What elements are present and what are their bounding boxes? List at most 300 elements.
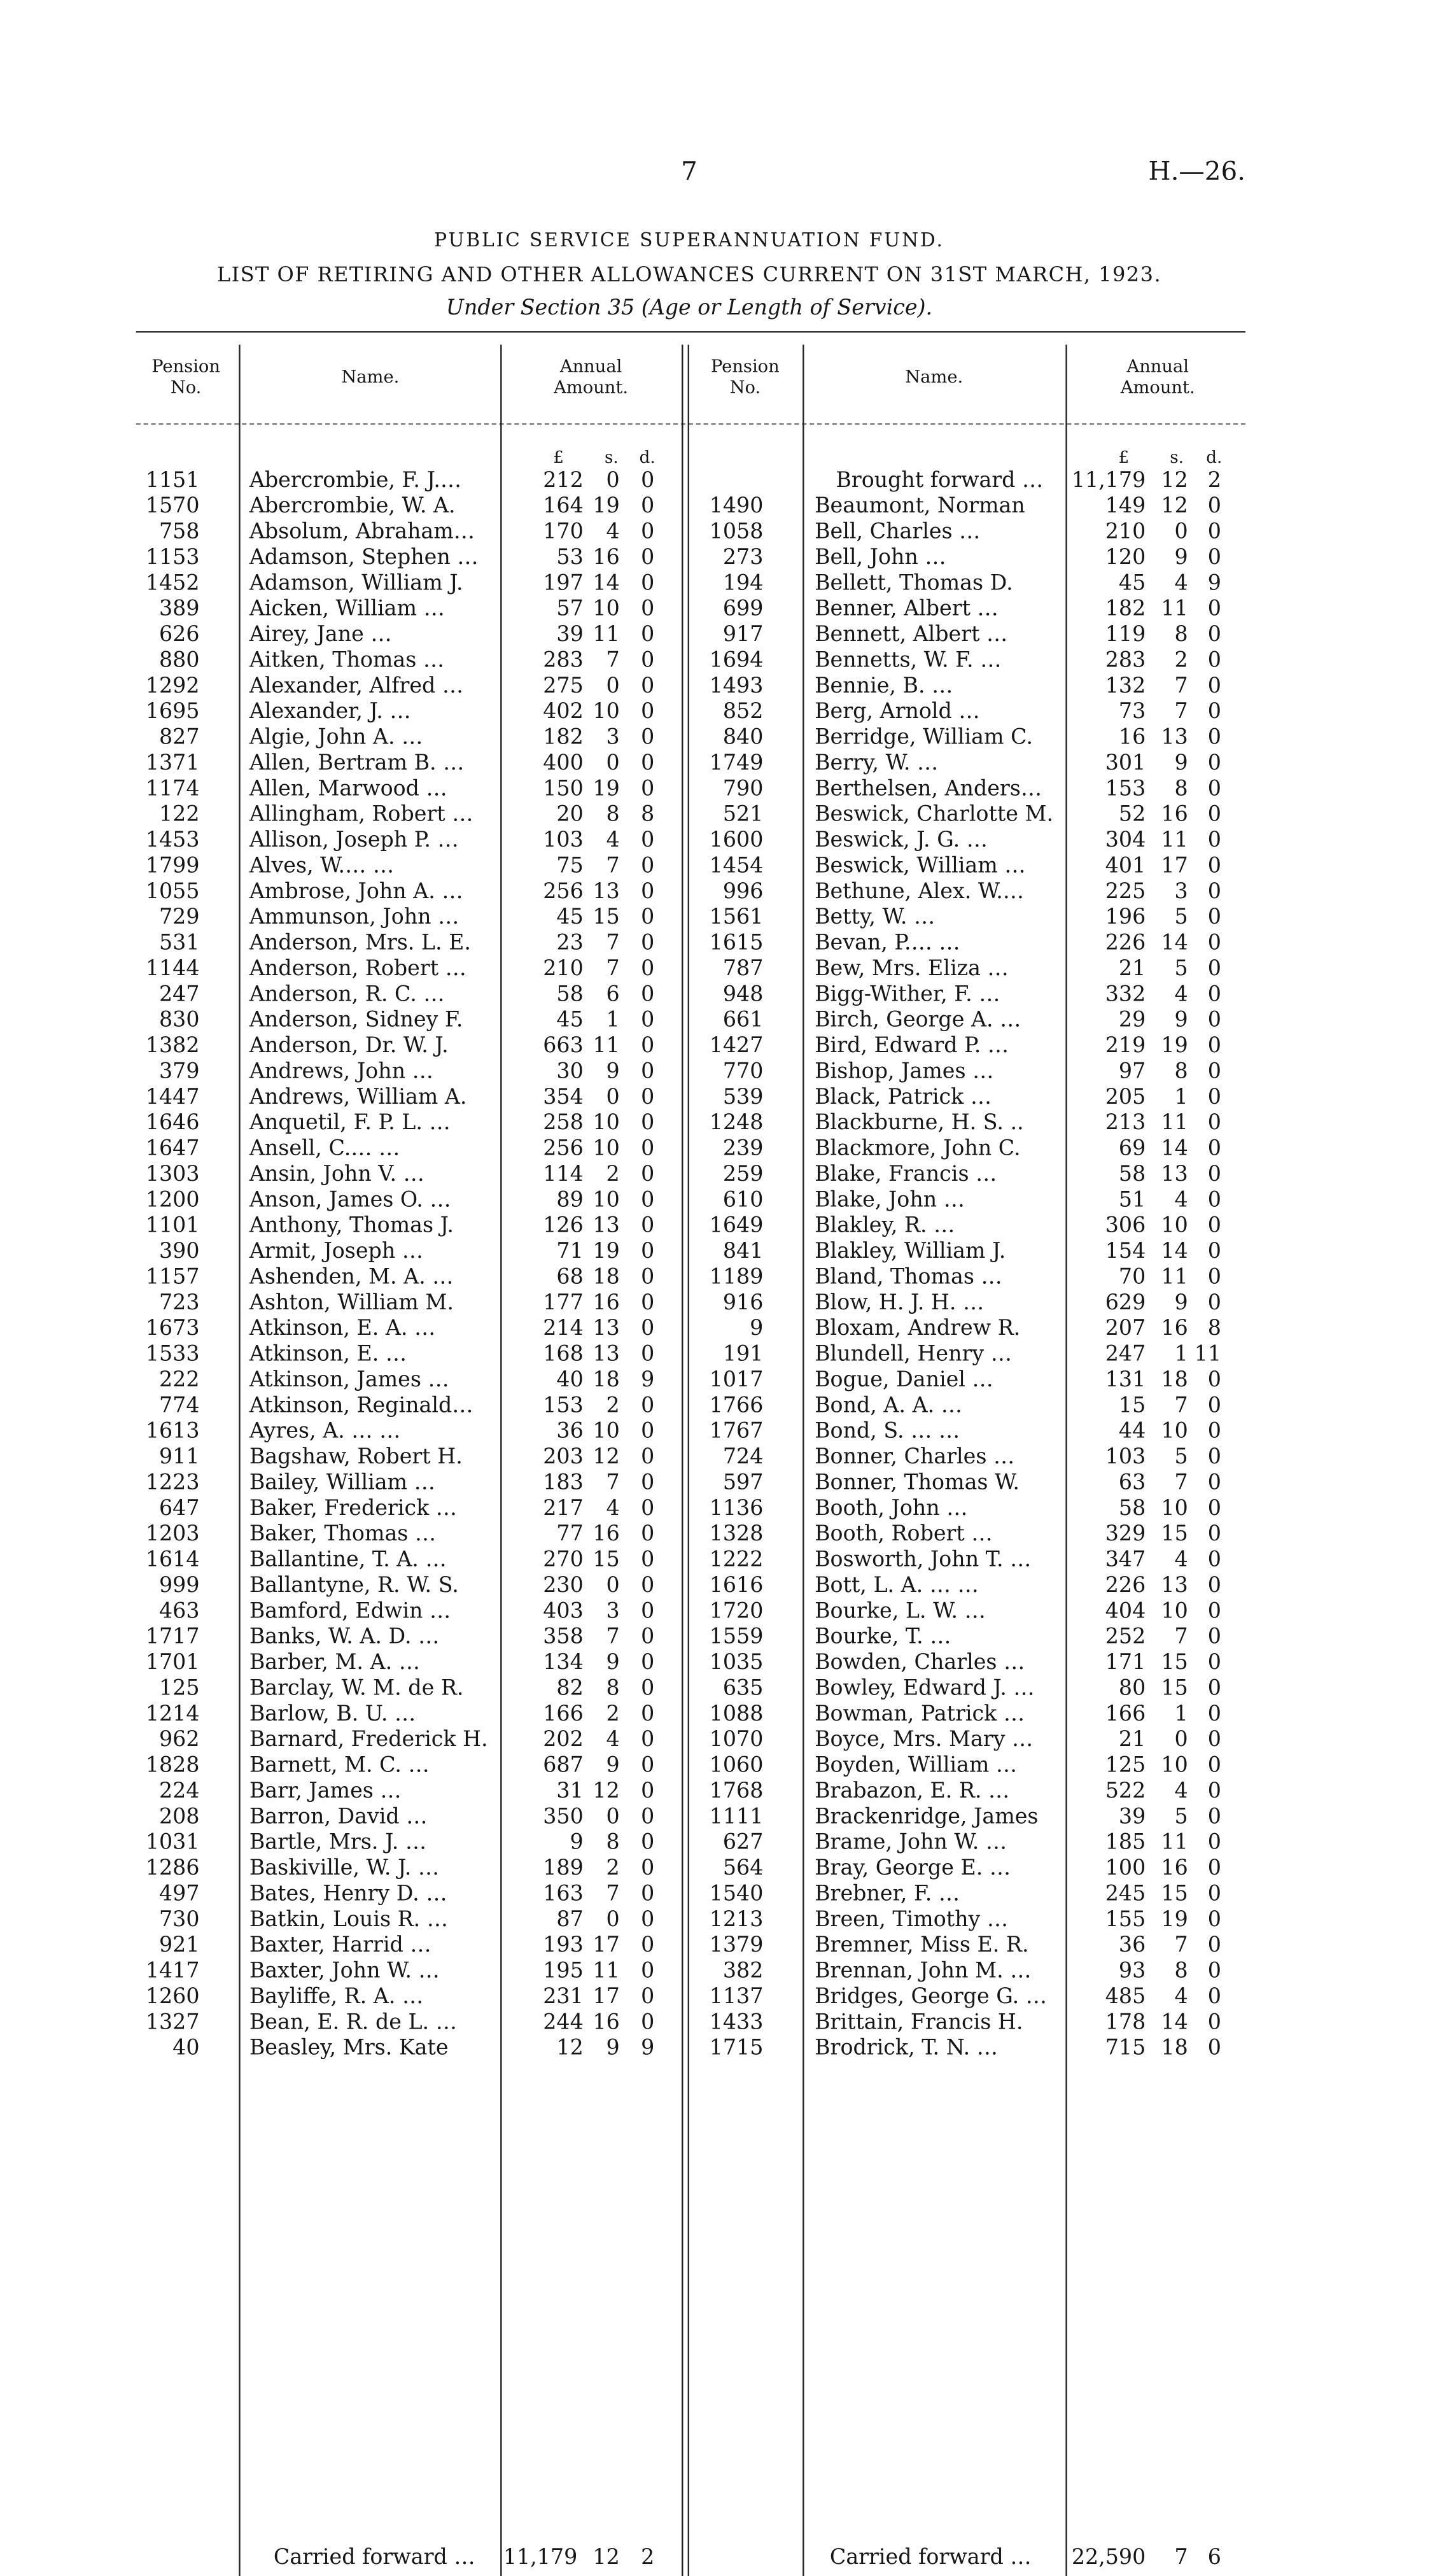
amount-pence: 0 (624, 1214, 655, 1239)
amount-pounds: 15 (1088, 1394, 1146, 1419)
pensioner-name: Allen, Marwood … (249, 777, 494, 803)
pension-number: 1701 (121, 1651, 200, 1677)
amount-pence: 0 (624, 1831, 655, 1856)
pension-number: 1561 (688, 906, 764, 931)
amount-shillings: 5 (1155, 1805, 1188, 1831)
amount-pence: 0 (624, 700, 655, 726)
amount-shillings: 2 (587, 1394, 620, 1419)
amount-pence: 0 (1191, 1882, 1222, 1908)
amount-pence: 0 (624, 2011, 655, 2036)
pensioner-name: Batkin, Louis R. … (249, 1908, 494, 1933)
pension-number: 1452 (121, 572, 200, 597)
pension-number: 597 (688, 1471, 764, 1496)
pension-number: 40 (121, 2036, 200, 2062)
pensioner-name: Blakley, William J. (815, 1240, 1063, 1265)
amount-pence: 0 (1191, 803, 1222, 828)
pensioner-name: Bray, George E. … (815, 1857, 1063, 1882)
amount-pounds: 21 (1088, 957, 1146, 982)
amount-pence: 0 (624, 1446, 655, 1471)
pensioner-name: Aicken, William … (249, 597, 494, 623)
pension-number: 1493 (688, 674, 764, 700)
pensioner-name: Barron, David … (249, 1805, 494, 1831)
amount-shillings: 19 (1155, 1034, 1188, 1060)
amount-pounds: 155 (1088, 1908, 1146, 1933)
amount-pounds: 283 (1088, 649, 1146, 674)
amount-shillings: 12 (587, 1779, 620, 1805)
fund-title: PUBLIC SERVICE SUPERANNUATION FUND. (0, 229, 1378, 251)
table-row (0, 1188, 1378, 1214)
pensioner-name: Baskiville, W. J. … (249, 1857, 494, 1882)
pensioner-name: Bott, L. A. … … (815, 1573, 1063, 1599)
table-row (0, 1137, 1378, 1162)
amount-shillings: 3 (587, 726, 620, 751)
pensioner-name: Anthony, Thomas J. (249, 1214, 494, 1239)
pensioner-name: Betty, W. … (815, 906, 1063, 931)
table-top-rule (136, 331, 1245, 332)
amount-shillings: 16 (587, 1291, 620, 1316)
amount-pence: 0 (624, 674, 655, 700)
amount-pence: 0 (1191, 1446, 1222, 1471)
table-row (0, 1496, 1378, 1522)
pensioner-name: Ballantyne, R. W. S. (249, 1573, 494, 1599)
amount-pence: 0 (1191, 1111, 1222, 1137)
amount-shillings: 8 (587, 803, 620, 828)
amount-pounds: 230 (523, 1573, 584, 1599)
amount-pounds: 36 (1088, 1934, 1146, 1959)
pension-number: 1088 (688, 1702, 764, 1728)
amount-pence: 0 (624, 545, 655, 571)
pension-number: 191 (688, 1342, 764, 1368)
amount-pence: 0 (624, 495, 655, 520)
pensioner-name: Beaumont, Norman (815, 495, 1063, 520)
pension-number: 1673 (121, 1317, 200, 1342)
amount-pence: 0 (624, 1573, 655, 1599)
pensioner-name: Bell, John … (815, 545, 1063, 571)
pensioner-name: Anquetil, F. P. L. … (249, 1111, 494, 1137)
table-row (0, 931, 1378, 957)
pensioner-name: Bellett, Thomas D. (815, 572, 1063, 597)
amount-pounds: 40 (523, 1368, 584, 1393)
table-row (0, 1368, 1378, 1393)
amount-shillings: 1 (1155, 1702, 1188, 1728)
pension-number: 626 (121, 623, 200, 649)
pension-number: 1540 (688, 1882, 764, 1908)
pension-number: 635 (688, 1677, 764, 1702)
amount-pounds: 87 (523, 1908, 584, 1933)
amount-pounds: 82 (523, 1677, 584, 1702)
amount-pounds: 120 (1088, 545, 1146, 571)
amount-shillings: 0 (587, 1908, 620, 1933)
pensioner-name: Bigg-Wither, F. … (815, 983, 1063, 1008)
amount-pounds: 195 (523, 1959, 584, 1985)
amount-pounds: 16 (1088, 726, 1146, 751)
table-row (0, 1111, 1378, 1137)
pension-number: 1600 (688, 829, 764, 854)
amount-pence: 0 (1191, 1805, 1222, 1831)
pensioner-name: Baxter, John W. … (249, 1959, 494, 1985)
shillings-unit: s. (1170, 447, 1184, 467)
amount-shillings: 4 (1155, 1779, 1188, 1805)
table-row (0, 520, 1378, 545)
amount-pounds: 401 (1088, 854, 1146, 880)
amount-shillings: 14 (587, 572, 620, 597)
pension-number: 247 (121, 983, 200, 1008)
amount-pounds: 166 (523, 1702, 584, 1728)
amount-shillings: 0 (587, 1805, 620, 1831)
amount-pounds: 73 (1088, 700, 1146, 726)
amount-pounds: 119 (1088, 623, 1146, 649)
pension-number: 1371 (121, 751, 200, 777)
amount-shillings: 8 (1155, 1060, 1188, 1085)
pensioner-name: Bowman, Patrick … (815, 1702, 1063, 1728)
amount-shillings: 18 (587, 1368, 620, 1393)
amount-shillings: 7 (1155, 1471, 1188, 1496)
pence-unit: d. (1206, 447, 1222, 467)
amount-shillings: 9 (1155, 1291, 1188, 1316)
pensioner-name: Brodrick, T. N. … (815, 2036, 1063, 2062)
pension-number: 1433 (688, 2011, 764, 2036)
amount-pence: 0 (1191, 2036, 1222, 2062)
pension-number: 1223 (121, 1471, 200, 1496)
amount-pounds: 256 (523, 880, 584, 905)
header-line: Annual (505, 355, 677, 376)
amount-pounds: 58 (1088, 1496, 1146, 1522)
brought-forward-pounds: 11,179 (1064, 468, 1146, 494)
pension-number: 1136 (688, 1496, 764, 1522)
amount-shillings: 4 (1155, 1548, 1188, 1573)
pensioner-name: Bell, Charles … (815, 520, 1063, 545)
pensioner-name: Bew, Mrs. Eliza … (815, 957, 1063, 982)
amount-shillings: 9 (587, 2036, 620, 2062)
amount-pence: 0 (1191, 1496, 1222, 1522)
pensioner-name: Algie, John A. … (249, 726, 494, 751)
amount-pence: 0 (1191, 1857, 1222, 1882)
amount-pence: 0 (624, 468, 655, 494)
document-code: H.—26. (1148, 157, 1245, 188)
pensioner-name: Andrews, William A. (249, 1085, 494, 1111)
pensioner-name: Ansin, John V. … (249, 1162, 494, 1188)
amount-pence: 0 (1191, 1779, 1222, 1805)
amount-shillings: 14 (1155, 2011, 1188, 2036)
pension-number: 1647 (121, 1137, 200, 1162)
name-header: Name. (806, 366, 1063, 387)
amount-pence: 0 (624, 1111, 655, 1137)
amount-pounds: 45 (523, 1008, 584, 1034)
pension-number: 1720 (688, 1600, 764, 1625)
amount-shillings: 10 (1155, 1600, 1188, 1625)
pension-number: 122 (121, 803, 200, 828)
amount-pence: 9 (624, 1368, 655, 1393)
amount-pounds: 57 (523, 597, 584, 623)
pension-number: 1327 (121, 2011, 200, 2036)
pensioner-name: Bourke, T. … (815, 1625, 1063, 1650)
amount-pence: 0 (1191, 1831, 1222, 1856)
amount-pounds: 687 (523, 1754, 584, 1779)
amount-pounds: 45 (1088, 572, 1146, 597)
table-row (0, 1548, 1378, 1573)
amount-pounds: 231 (523, 1985, 584, 2010)
table-row (0, 1419, 1378, 1445)
table-row (0, 1034, 1378, 1060)
amount-pence: 0 (1191, 1471, 1222, 1496)
amount-pence: 0 (624, 1265, 655, 1291)
pensioner-name: Anderson, R. C. … (249, 983, 494, 1008)
amount-pence: 0 (624, 1188, 655, 1214)
amount-pounds: 244 (523, 2011, 584, 2036)
amount-pence: 0 (624, 1240, 655, 1265)
amount-pounds: 171 (1088, 1651, 1146, 1677)
pension-number: 1189 (688, 1265, 764, 1291)
amount-shillings: 7 (1155, 1394, 1188, 1419)
table-row (0, 1291, 1378, 1316)
pensioner-name: Brabazon, E. R. … (815, 1779, 1063, 1805)
pension-number: 463 (121, 1600, 200, 1625)
pensioner-name: Barr, James … (249, 1779, 494, 1805)
amount-shillings: 8 (587, 1677, 620, 1702)
amount-shillings: 9 (1155, 1008, 1188, 1034)
amount-pence: 0 (624, 880, 655, 905)
amount-pounds: 114 (523, 1162, 584, 1188)
header-line: Pension (692, 355, 798, 376)
header-line: Annual (1070, 355, 1246, 376)
pensioner-name: Blake, John … (815, 1188, 1063, 1214)
pension-number: 610 (688, 1188, 764, 1214)
amount-pence: 9 (624, 2036, 655, 2062)
table-row (0, 1779, 1378, 1805)
pension-number: 647 (121, 1496, 200, 1522)
pensioner-name: Booth, Robert … (815, 1523, 1063, 1548)
table-row (0, 1908, 1378, 1933)
pensioner-name: Ballantine, T. A. … (249, 1548, 494, 1573)
amount-shillings: 7 (587, 1882, 620, 1908)
pension-number: 273 (688, 545, 764, 571)
pension-number: 627 (688, 1831, 764, 1856)
list-title: LIST OF RETIRING AND OTHER ALLOWANCES CURRENT ON 31ST MARCH, 1923. (0, 263, 1378, 287)
amount-pence: 0 (1191, 1188, 1222, 1214)
amount-pounds: 358 (523, 1625, 584, 1650)
amount-pounds: 205 (1088, 1085, 1146, 1111)
amount-pence: 0 (624, 957, 655, 982)
pension-number: 1417 (121, 1959, 200, 1985)
amount-pence: 0 (624, 854, 655, 880)
pension-number: 1292 (121, 674, 200, 700)
amount-pounds: 402 (523, 700, 584, 726)
amount-pence: 0 (1191, 597, 1222, 623)
amount-pence: 0 (624, 1008, 655, 1034)
amount-shillings: 4 (1155, 1985, 1188, 2010)
pension-number: 1222 (688, 1548, 764, 1573)
table-row (0, 983, 1378, 1008)
carried-forward-pounds: 11,179 (499, 2546, 578, 2572)
amount-shillings: 8 (1155, 623, 1188, 649)
table-row (0, 1085, 1378, 1111)
pensioner-name: Bonner, Thomas W. (815, 1471, 1063, 1496)
pensioner-name: Bethune, Alex. W.… (815, 880, 1063, 905)
table-row (0, 1394, 1378, 1419)
pensioner-name: Barnard, Frederick H. (249, 1728, 494, 1754)
amount-pence: 8 (624, 803, 655, 828)
amount-shillings: 16 (1155, 1317, 1188, 1342)
amount-shillings: 13 (587, 1317, 620, 1342)
pension-number: 724 (688, 1446, 764, 1471)
carried-forward-shillings: 12 (587, 2546, 620, 2572)
amount-pence: 0 (624, 1908, 655, 1933)
pounds-unit: £ (553, 447, 564, 467)
pensioner-name: Bamford, Edwin … (249, 1600, 494, 1625)
pension-number: 1214 (121, 1702, 200, 1728)
amount-pence: 0 (624, 1162, 655, 1188)
amount-pence: 0 (624, 906, 655, 931)
pension-number: 840 (688, 726, 764, 751)
amount-shillings: 8 (587, 1831, 620, 1856)
amount-pounds: 58 (1088, 1162, 1146, 1188)
amount-shillings: 3 (1155, 880, 1188, 905)
carried-forward-label: Carried forward … (830, 2546, 1032, 2572)
table-row (0, 1754, 1378, 1779)
amount-shillings: 19 (1155, 1908, 1188, 1933)
amount-pence: 0 (624, 1137, 655, 1162)
table-row (0, 1651, 1378, 1677)
amount-pence: 0 (1191, 1060, 1222, 1085)
amount-shillings: 3 (587, 1600, 620, 1625)
table-row (0, 2036, 1378, 2062)
amount-shillings: 7 (587, 1625, 620, 1650)
amount-pounds: 193 (523, 1934, 584, 1959)
carried-forward-shillings: 7 (1155, 2546, 1188, 2572)
pension-number: 1157 (121, 1265, 200, 1291)
amount-pounds: 245 (1088, 1882, 1146, 1908)
amount-shillings: 17 (587, 1934, 620, 1959)
pension-number: 948 (688, 983, 764, 1008)
amount-shillings: 2 (587, 1702, 620, 1728)
amount-pence: 0 (624, 1317, 655, 1342)
pensioner-name: Bond, A. A. … (815, 1394, 1063, 1419)
pension-no-header (692, 355, 798, 398)
amount-pounds: 164 (523, 495, 584, 520)
pensioner-name: Alexander, Alfred … (249, 674, 494, 700)
right-carried-forward-row (0, 2546, 1378, 2572)
amount-pence: 0 (1191, 1908, 1222, 1933)
amount-pence: 0 (624, 1754, 655, 1779)
pensioner-name: Adamson, Stephen … (249, 545, 494, 571)
pensioner-name: Brennan, John M. … (815, 1959, 1063, 1985)
amount-pence: 0 (1191, 1625, 1222, 1650)
amount-shillings: 15 (587, 1548, 620, 1573)
pension-number: 1749 (688, 751, 764, 777)
table-row (0, 572, 1378, 597)
amount-pence: 0 (624, 726, 655, 751)
amount-pence: 0 (1191, 674, 1222, 700)
amount-pounds: 31 (523, 1779, 584, 1805)
amount-shillings: 4 (587, 829, 620, 854)
amount-pence: 0 (624, 1496, 655, 1522)
amount-pence: 0 (624, 1034, 655, 1060)
amount-pounds: 354 (523, 1085, 584, 1111)
amount-pence: 0 (624, 649, 655, 674)
table-row (0, 1600, 1378, 1625)
amount-pounds: 71 (523, 1240, 584, 1265)
amount-pence: 0 (1191, 1394, 1222, 1419)
pension-number: 1153 (121, 545, 200, 571)
amount-shillings: 15 (587, 906, 620, 931)
amount-shillings: 7 (587, 649, 620, 674)
amount-pence: 0 (1191, 1728, 1222, 1754)
table-row (0, 829, 1378, 854)
table-row (0, 880, 1378, 905)
amount-shillings: 13 (587, 1214, 620, 1239)
pension-number: 1017 (688, 1368, 764, 1393)
amount-pounds: 97 (1088, 1060, 1146, 1085)
pension-number: 1447 (121, 1085, 200, 1111)
amount-pence: 0 (624, 1523, 655, 1548)
amount-pounds: 153 (1088, 777, 1146, 803)
amount-pence: 0 (1191, 649, 1222, 674)
amount-shillings: 18 (1155, 1368, 1188, 1393)
pensioner-name: Anderson, Dr. W. J. (249, 1034, 494, 1060)
pensioner-name: Bishop, James … (815, 1060, 1063, 1085)
amount-pounds: 306 (1088, 1214, 1146, 1239)
amount-pounds: 247 (1088, 1342, 1146, 1368)
amount-shillings: 12 (1155, 495, 1188, 520)
amount-pence: 0 (1191, 1523, 1222, 1548)
pensioner-name: Allison, Joseph P. … (249, 829, 494, 854)
amount-pounds: 58 (523, 983, 584, 1008)
pensioner-name: Berry, W. … (815, 751, 1063, 777)
pension-number: 827 (121, 726, 200, 751)
amount-shillings: 16 (1155, 1857, 1188, 1882)
amount-pence: 0 (1191, 1137, 1222, 1162)
amount-shillings: 4 (587, 1496, 620, 1522)
pension-number: 1766 (688, 1394, 764, 1419)
amount-pounds: 485 (1088, 1985, 1146, 2010)
pension-number: 774 (121, 1394, 200, 1419)
amount-pence: 0 (624, 1934, 655, 1959)
amount-pence: 0 (624, 597, 655, 623)
pension-number: 1828 (121, 1754, 200, 1779)
pension-number: 1382 (121, 1034, 200, 1060)
amount-pence: 0 (624, 1085, 655, 1111)
pensioner-name: Beswick, J. G. … (815, 829, 1063, 854)
amount-shillings: 16 (587, 545, 620, 571)
amount-shillings: 11 (1155, 1265, 1188, 1291)
pensioner-name: Allen, Bertram B. … (249, 751, 494, 777)
amount-shillings: 13 (587, 1342, 620, 1368)
pensioner-name: Baker, Frederick … (249, 1496, 494, 1522)
pension-number: 521 (688, 803, 764, 828)
amount-pence: 0 (1191, 777, 1222, 803)
amount-shillings: 0 (587, 468, 620, 494)
amount-shillings: 1 (1155, 1342, 1188, 1368)
pensioner-name: Ambrose, John A. … (249, 880, 494, 905)
pension-number: 1031 (121, 1831, 200, 1856)
amount-pence: 0 (1191, 1008, 1222, 1034)
amount-shillings: 2 (587, 1162, 620, 1188)
amount-pence: 0 (624, 1394, 655, 1419)
pensioner-name: Beasley, Mrs. Kate (249, 2036, 494, 2062)
amount-pence: 0 (624, 1419, 655, 1445)
amount-pence: 0 (624, 1342, 655, 1368)
amount-pence: 0 (1191, 957, 1222, 982)
pensioner-name: Black, Patrick … (815, 1085, 1063, 1111)
amount-pounds: 283 (523, 649, 584, 674)
amount-pounds: 329 (1088, 1523, 1146, 1548)
amount-pence: 0 (1191, 1419, 1222, 1445)
pension-number: 1070 (688, 1728, 764, 1754)
amount-pence: 0 (1191, 829, 1222, 854)
table-row (0, 1985, 1378, 2010)
amount-shillings: 0 (587, 674, 620, 700)
pensioner-name: Bennett, Albert … (815, 623, 1063, 649)
